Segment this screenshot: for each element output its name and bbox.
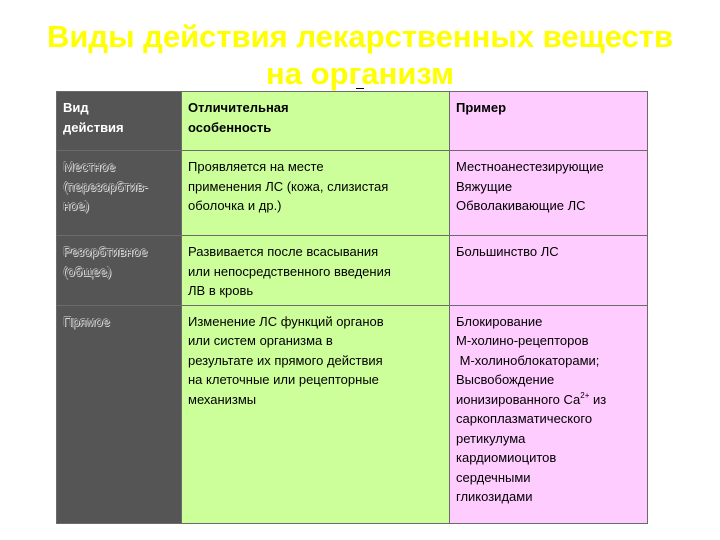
- cell-line: Проявляется на месте: [188, 159, 324, 174]
- ion-charge: 2+: [580, 390, 590, 400]
- header-line: Отличительная: [188, 100, 289, 115]
- cell-action-type: [57, 305, 182, 523]
- cell-line: ное): [63, 198, 89, 213]
- cell-line: Большинство ЛС: [456, 244, 559, 259]
- cell-line: Местноанестезирующие: [456, 159, 604, 174]
- cell-line: Блокирование: [456, 313, 543, 329]
- table-row: [57, 305, 648, 523]
- slide-title-line-1: Виды действия лекарственных веществ: [46, 19, 674, 54]
- calcium-ion-line: [456, 390, 643, 410]
- header-action-type: [57, 92, 182, 151]
- cell-example: [450, 305, 648, 523]
- cell-line: механизмы: [188, 391, 257, 407]
- slide-title-line-2: на организм: [266, 56, 454, 91]
- cell-line: ЛВ в кровь: [188, 283, 254, 298]
- cell-line: на клеточные или рецепторные: [188, 372, 379, 387]
- header-line: действия: [63, 119, 124, 135]
- cell-line: или систем организма в: [188, 333, 333, 348]
- cell-action-type: [57, 151, 182, 236]
- cell-example: [450, 236, 648, 306]
- cell-line: (перезорбтив-: [63, 178, 148, 194]
- ion-prefix: ионизированного Са: [456, 391, 581, 407]
- cell-line: саркоплазматического: [456, 411, 593, 426]
- cell-line: Изменение ЛС функций органов: [188, 313, 384, 329]
- cell-feature: [182, 305, 450, 523]
- cell-line: или непосредственного введения: [188, 263, 391, 279]
- slide-title: [0, 18, 720, 92]
- cell-line: гликозидами: [456, 489, 533, 504]
- cell-action-type: [57, 236, 182, 306]
- header-distinguishing-feature: [182, 92, 450, 151]
- cell-line: Развивается после всасывания: [188, 244, 379, 259]
- header-line: Пример: [456, 100, 507, 115]
- header-line: Вид: [63, 100, 89, 115]
- cell-line: ретикулума: [456, 430, 526, 446]
- cell-line: Высвобождение: [456, 372, 555, 387]
- cell-line: оболочка и др.): [188, 198, 282, 213]
- cell-line: Резорбтивное: [63, 244, 148, 259]
- cell-line: результате их прямого действия: [188, 352, 383, 368]
- cell-line: Прямое: [63, 313, 110, 329]
- cell-line: Обволакивающие ЛС: [456, 198, 586, 213]
- cell-line: применения ЛС (кожа, слизистая: [188, 178, 389, 194]
- drug-action-table: [56, 91, 648, 524]
- cell-feature: [182, 151, 450, 236]
- cell-line: (общее): [63, 263, 112, 279]
- table-header-row: [57, 92, 648, 151]
- cell-line: Вяжущие: [456, 178, 513, 194]
- table-row: [57, 151, 648, 236]
- table-row: [57, 236, 648, 306]
- cell-line: Местное: [63, 159, 116, 174]
- cell-line: М-холиноблокаторами;: [456, 352, 600, 368]
- cell-line: сердечными: [456, 469, 531, 485]
- cell-example: [450, 151, 648, 236]
- cell-feature: [182, 236, 450, 306]
- header-example: [450, 92, 648, 151]
- cell-line: кардиомиоцитов: [456, 450, 557, 465]
- cell-line: М-холино-рецепторов: [456, 333, 589, 348]
- header-line: особенность: [188, 119, 272, 135]
- ion-suffix: из: [589, 391, 607, 407]
